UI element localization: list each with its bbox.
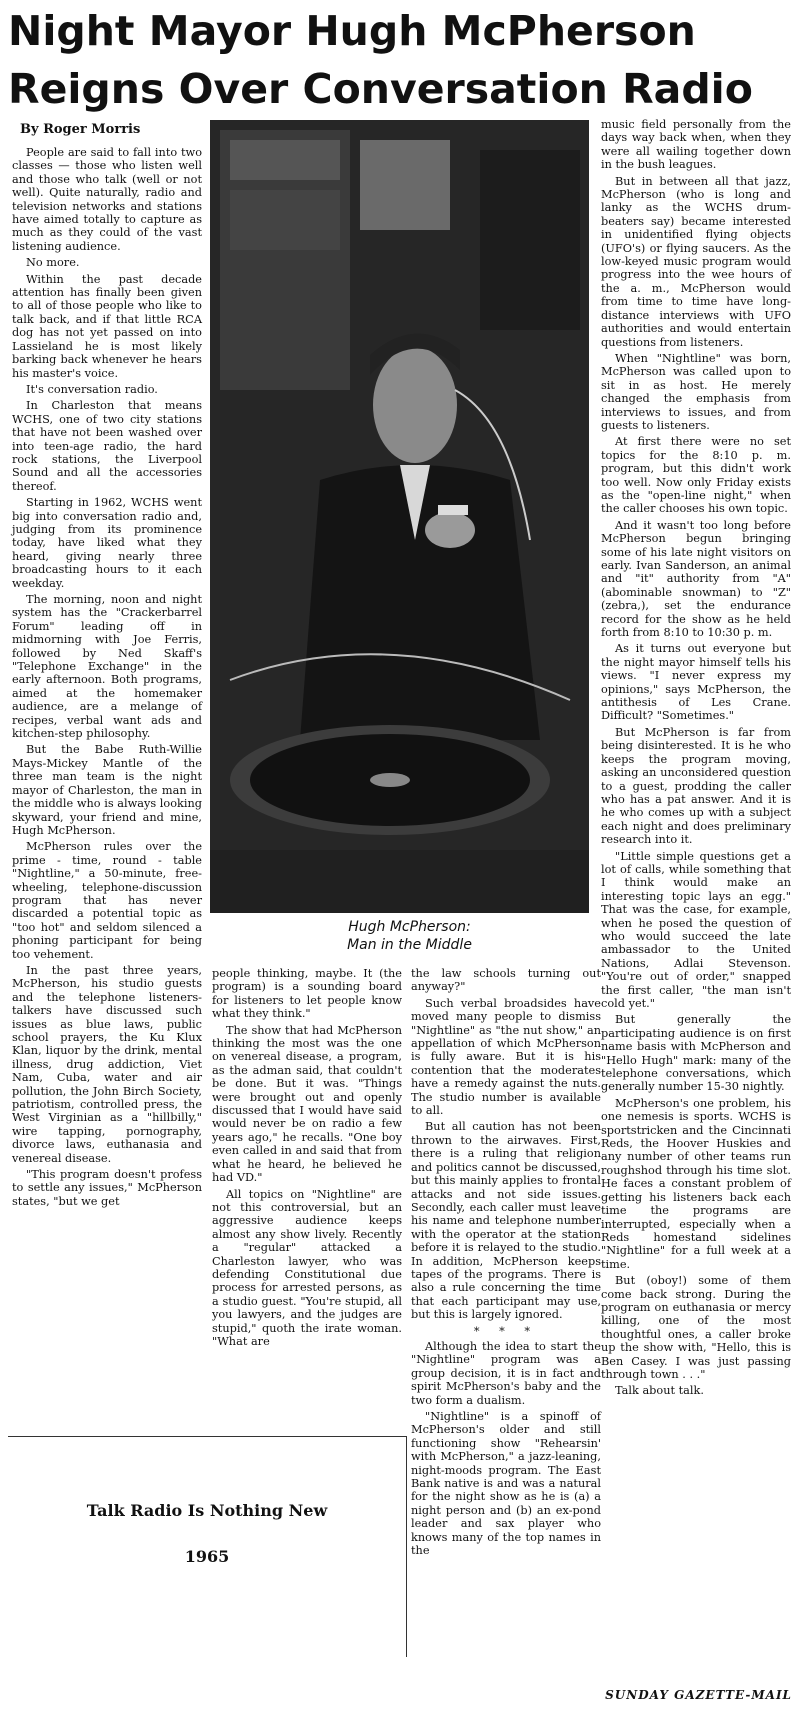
col1-paragraph: But the Babe Ruth-Willie Mays-Mickey Mantle of the three man team is the night mayor of Charleston, the man in the middle who is always looking skyward, your friend and mine, Hugh McPherson.: [12, 743, 202, 837]
col1-paragraph: In the past three years, McPherson, his studio guests and the telephone listeners-talkers have discussed such issues as blue laws, public school prayers, the Ku Klux Klan, liquor by the drink, mental illness, drug addiction, Viet Nam, Cuba, water and air pollution, the John Birch Society, patriotism, controlled press, the West Virginian as a "hillbilly," wire tapping, pornography, divorce laws, euthanasia and venereal disease.: [12, 963, 202, 1165]
caption-line-2: Man in the Middle: [347, 937, 472, 953]
col4-paragraph: And it wasn't too long before McPherson begun bringing some of his late night visitors on early. Ivan Sanderson, an animal and "it" authority from "A" (abominable snowman) to "Z" (zebra,), set the endurance record for the show as he held forth from 8:10 to 10:30 p. m.: [601, 518, 791, 640]
col4-paragraph: Talk about talk.: [615, 1384, 704, 1398]
col1-paragraph: People are said to fall into two classes — those who listen well and those who talk (well or not well). Quite naturally, radio and television networks and stations have aimed totally to capture as much as they could of the vast listening audience.: [12, 146, 202, 253]
column-4: [601, 118, 791, 1401]
col3-paragraph: the law schools turning out anyway?": [411, 967, 601, 994]
col4-paragraph: music field personally from the days way back when, when they were all wailing together down in the bush leagues.: [601, 118, 791, 172]
col4-paragraph: McPherson's one problem, his one nemesis is sports. WCHS is sportstricken and the Cincinnati Reds, the Hoover Huskies and any number of other teams run roughshod through his time slot. He faces a constant problem of getting his listeners back each time the programs are interrupted, especially when a Reds homestand sidelines "Nightline" for a full week at a time.: [601, 1096, 791, 1271]
col4-paragraph: As it turns out everyone but the night mayor himself tells his views. "I never express my opinions," says McPherson, the antithesis of Les Crane. Difficult? "Sometimes.": [601, 642, 791, 723]
portrait-photo-image: [210, 120, 589, 913]
annotation-year: 1965: [184, 1547, 230, 1566]
column-2: [212, 967, 402, 1351]
col4-paragraph: But in between all that jazz, McPherson (who is long and lanky as the WCHS drum-beaters say) became interested in unidentified flying objects (UFO's) or flying saucers. As the low-keyed music program would progress into the wee hours of the a. m., McPherson would from time to time have long-distance interviews with UFO authorities and would entertain questions from listeners.: [601, 174, 791, 349]
col2-paragraph: people thinking, maybe. It (the program) is a sounding board for listeners to let people know what they think.": [212, 967, 402, 1021]
headline-line-1: Night Mayor Hugh McPherson: [8, 7, 696, 55]
col1-paragraph: Within the past decade attention has finally been given to all of those people who like to talk back, and if that little RCA dog has not yet passed on into Lassieland he is most likely barking back whenever he hears his master's voice.: [12, 272, 202, 380]
headline: [8, 2, 798, 118]
col1-paragraph: In Charleston that means WCHS, one of two city stations that have not been washed over into teen-age radio, the hard rock stations, the Liverpool Sound and all the accessories thereof.: [12, 399, 202, 493]
headline-line-2: Reigns Over Conversation Radio: [8, 65, 753, 113]
annotation-box: [8, 1436, 407, 1657]
caption-line-1: Hugh McPherson:: [348, 919, 471, 935]
col1-paragraph: The morning, noon and night system has the "Crackerbarrel Forum" leading off in midmorning with Joe Ferris, followed by Ned Skaff's "Telephone Exchange" in the early afternoon. Both programs, aimed at the homemaker audience, are a melange of recipes, verbal want ads and kitchen-step philosophy.: [12, 593, 202, 741]
column-3: [411, 967, 601, 1560]
col1-paragraph: No more.: [26, 256, 80, 270]
col4-paragraph: When "Nightline" was born, McPherson was called upon to sit in as host. He merely changed the emphasis from interviews to issues, and from guests to listeners.: [601, 351, 791, 432]
col1-paragraph: Starting in 1962, WCHS went big into conversation radio and, judging from its prominence today, have liked what they heard, giving nearly three broadcasting hours to it each weekday.: [12, 496, 202, 590]
col4-paragraph: But generally the participating audience is on first name basis with McPherson and "Hello Hugh" mark: many of the telephone conversations, which generally number 15-30 nightly.: [601, 1013, 791, 1094]
col3-paragraph: Although the idea to start the "Nightline" program was a group decision, it is in fact and spirit McPherson's baby and the two form a dualism.: [411, 1339, 601, 1407]
photo-caption: [220, 918, 599, 954]
column-1: [12, 146, 202, 1211]
col4-paragraph: But McPherson is far from being disinterested. It is he who keeps the program moving, asking an unconsidered question to a guest, prodding the caller who has a pat answer. And it is he who comes up with a subject each night and does preliminary research into it.: [601, 725, 791, 847]
col3-paragraph: "Nightline" is a spinoff of McPherson's older and still functioning show "Rehearsin' with McPherson," a jazz-leaning, night-moods program. The East Bank native is and was a natural for the night show as he is (a) a night person and (b) an ex-pond leader and sax player who knows many of the top names in the: [411, 1410, 601, 1558]
col1-paragraph: It's conversation radio.: [26, 382, 158, 396]
col4-paragraph: At first there were no set topics for the 8:10 p. m. program, but this didn't work too well. Now only Friday exists as the "open-line night," when the caller chooses his own topic.: [601, 435, 791, 516]
col2-paragraph: All topics on "Nightline" are not this controversial, but an aggressive audience keeps almost any show lively. Recently a "regular" attacked a Charleston lawyer, who was defending Constitutional due process for arrested persons, as a studio guest. "You're stupid, all you lawyers, and the judges are stupid," quoth the irate woman. "What are: [212, 1187, 402, 1348]
section-separator: * * *: [473, 1324, 539, 1338]
col1-paragraph: "This program doesn't profess to settle any issues," McPherson states, "but we get: [12, 1168, 202, 1208]
newspaper-name: SUNDAY GAZETTE-MAIL: [605, 1688, 792, 1702]
col1-paragraph: McPherson rules over the prime - time, round - table "Nightline," a 50-minute, free-wheeling, telephone-discussion program that has never discarded a potential topic as "too hot" and seldom silenced a phoning participant for being too vehement.: [12, 840, 202, 961]
annotation-title: Talk Radio Is Nothing New: [86, 1501, 328, 1520]
col3-paragraph: Such verbal broadsides have moved many people to dismiss "Nightline" as "the nut show," an appellation of which McPherson is fully aware. But it is his contention that the moderates have a remedy against the nuts. The studio number is available to all.: [411, 996, 601, 1118]
photo-hugh-mcpherson: [210, 120, 589, 913]
col3-paragraph: But all caution has not been thrown to the airwaves. First, there is a ruling that religion and politics cannot be discussed, but this mainly applies to frontal attacks and not side issues. Secondly, each caller must leave his name and telephone number with the operator at the station before it is relayed to the studio. In addition, McPherson keeps tapes of the programs. There is also a rule concerning the time that each participant may use, but this is largely ignored.: [411, 1120, 601, 1322]
col4-paragraph: But (oboy!) some of them come back strong. During the program on euthanasia or mercy killing, one of the most thoughtful ones, a caller broke up the show with, "Hello, this is Ben Casey. I was just passing through town . . .": [601, 1274, 791, 1381]
col2-paragraph: The show that had McPherson thinking the most was the one on venereal disease, a program, as the adman said, that couldn't be done. But it was. "Things were brought out and openly discussed that I would have said would never be on radio a few years ago," he recalls. "One boy even called in and said that from what he heard, he believed he had VD.": [212, 1023, 402, 1185]
col4-paragraph: "Little simple questions get a lot of calls, while something that I think would make an interesting topic lays an egg." That was the case, for example, when he posed the question of who would succeed the late ambassador to the United Nations, Adlai Stevenson. "You're out of order," snapped the first caller, "the man isn't cold yet.": [601, 849, 791, 1010]
byline: By Roger Morris: [20, 122, 141, 137]
